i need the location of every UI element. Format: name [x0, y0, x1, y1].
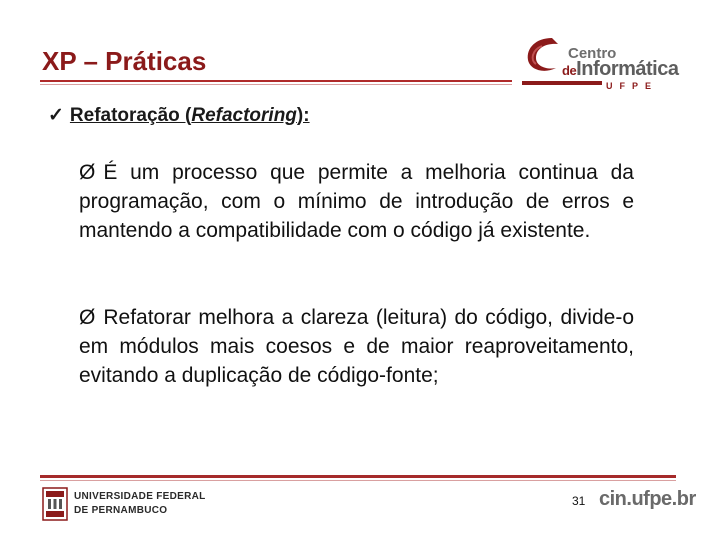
title-divider: [40, 80, 512, 82]
arrow-bullet-icon: Ø: [79, 306, 96, 329]
section-heading: [48, 104, 310, 127]
logo-line-informatica: [562, 58, 678, 81]
ufpe-crest-icon: [42, 487, 68, 521]
footer-divider: [40, 475, 676, 478]
heading-text: [70, 105, 310, 126]
heading-prefix: Refatoração (: [69, 105, 192, 126]
logo-informatica: Informática: [576, 58, 679, 80]
bullet-paragraph: [79, 303, 634, 390]
bullet-paragraph: [79, 158, 634, 245]
slide-title: XP – Práticas: [42, 46, 207, 76]
title-divider-thin: [40, 84, 512, 85]
paragraph-text: Refatorar melhora a clareza (leitura) do código, divide-o em módulos mais coesos e de maior reaproveitamento, evitando a duplicação de código-fonte;: [79, 306, 634, 387]
heading-suffix: ):: [296, 105, 310, 126]
footer-divider-thin: [40, 480, 676, 481]
university-name-line1: UNIVERSIDADE FEDERAL: [74, 491, 206, 502]
heading-italic: Refactoring: [191, 105, 297, 126]
paragraph-text: É um processo que permite a melhoria continua da programação, com o mínimo de introdução de erros e mantendo a compatibilidade com o código já existente.: [79, 161, 634, 242]
site-url: cin.ufpe.br: [599, 488, 696, 510]
logo-bar: [522, 81, 602, 85]
check-icon: ✓: [48, 105, 64, 126]
logo-line-ufpe: UFPE: [606, 81, 659, 91]
logo-de: de: [562, 63, 577, 78]
logo-line-centro: Centro: [568, 45, 617, 62]
university-name-line2: DE PERNAMBUCO: [74, 505, 168, 516]
arrow-bullet-icon: Ø: [79, 161, 96, 184]
page-number: 31: [572, 494, 586, 508]
